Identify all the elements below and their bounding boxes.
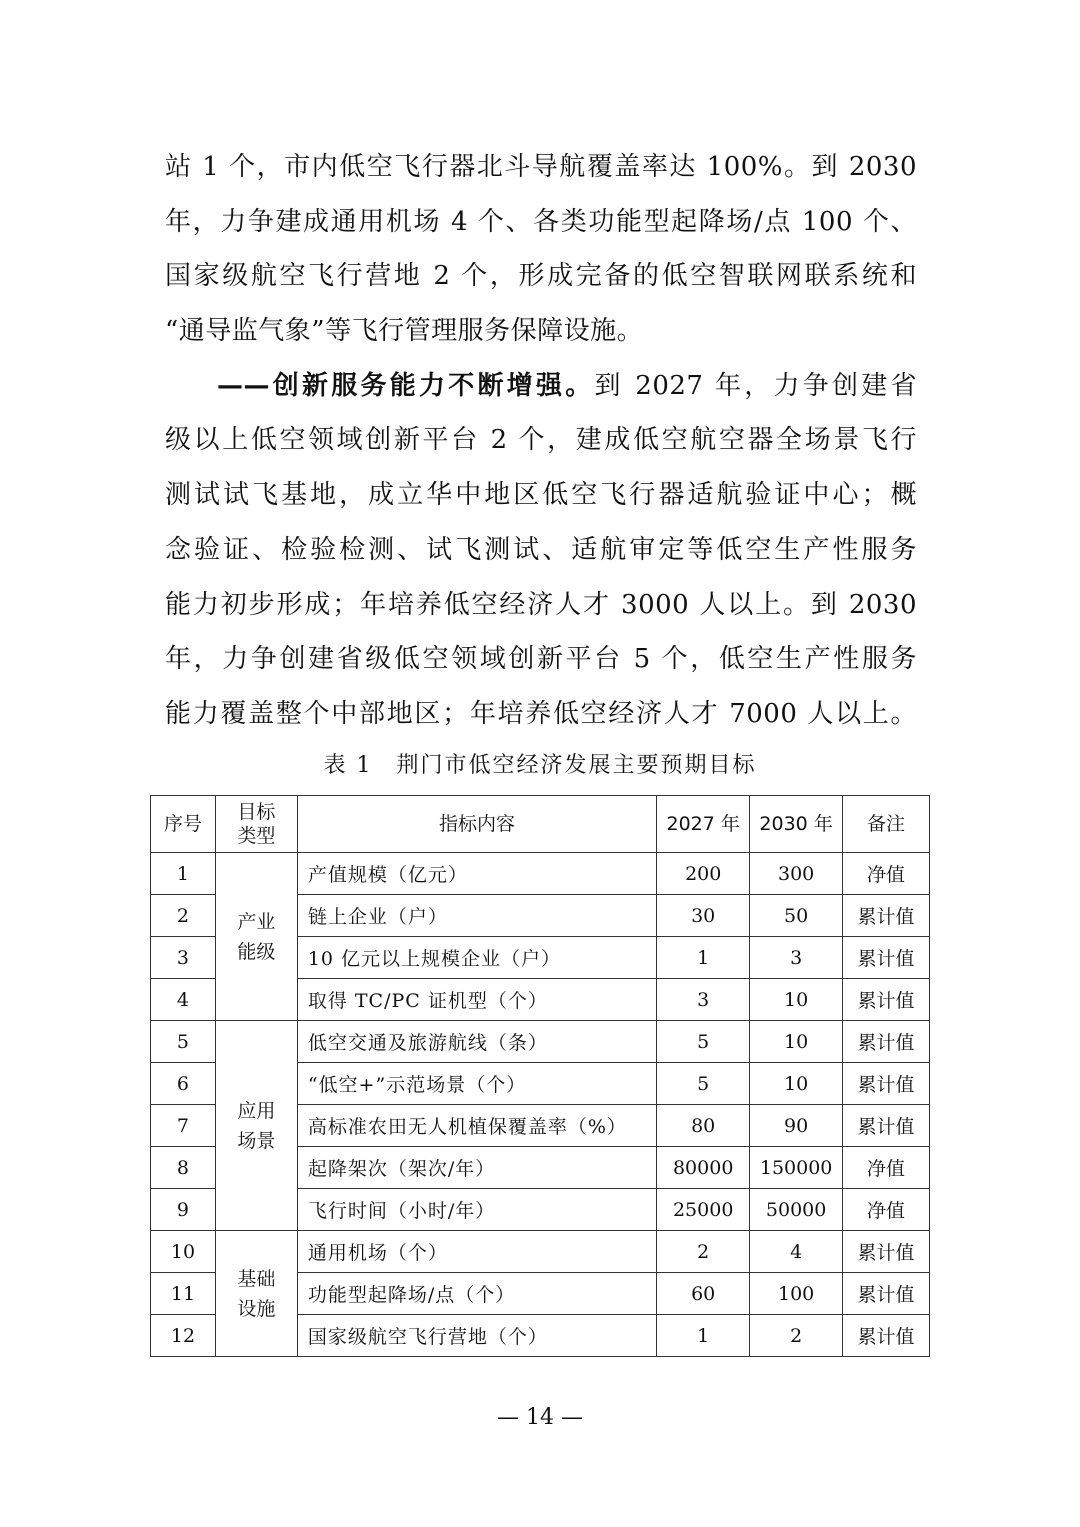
row-number-cell: 9 bbox=[151, 1189, 216, 1231]
value-2030-cell: 90 bbox=[750, 1105, 843, 1147]
row-number-cell: 3 bbox=[151, 937, 216, 979]
page-number: — 14 — bbox=[497, 1405, 583, 1430]
value-2030-cell: 4 bbox=[750, 1231, 843, 1273]
target-type-cell: 基础设施 bbox=[215, 1231, 297, 1357]
indicator-cell: 国家级航空飞行营地（个） bbox=[297, 1315, 656, 1357]
value-2027-cell: 80 bbox=[657, 1105, 750, 1147]
value-2027-cell: 1 bbox=[657, 1315, 750, 1357]
row-number-cell: 5 bbox=[151, 1021, 216, 1063]
table-row bbox=[151, 1021, 930, 1063]
text-line: 测试试飞基地，成立华中地区低空飞行器适航验证中心；概 bbox=[165, 480, 917, 511]
row-number-cell: 4 bbox=[151, 979, 216, 1021]
targets-table bbox=[150, 795, 930, 1357]
text-line: 级以上低空领域创新平台 2 个，建成低空航空器全场景飞行 bbox=[165, 425, 917, 456]
value-2027-cell: 80000 bbox=[657, 1147, 750, 1189]
row-number-cell: 12 bbox=[151, 1315, 216, 1357]
note-cell: 净值 bbox=[843, 853, 930, 895]
indicator-cell: 功能型起降场/点（个） bbox=[297, 1273, 656, 1315]
indicator-cell: 飞行时间（小时/年） bbox=[297, 1189, 656, 1231]
text-line: 念验证、检验检测、试飞测试、适航审定等低空生产性服务 bbox=[165, 534, 917, 565]
table-row bbox=[151, 1231, 930, 1273]
note-cell: 累计值 bbox=[843, 1231, 930, 1273]
value-2027-cell: 2 bbox=[657, 1231, 750, 1273]
note-cell: 累计值 bbox=[843, 1315, 930, 1357]
note-cell: 累计值 bbox=[843, 1273, 930, 1315]
text: 到 2027 年，力争创建省 bbox=[594, 370, 917, 401]
value-2027-cell: 60 bbox=[657, 1273, 750, 1315]
indicator-cell: “低空+”示范场景（个） bbox=[297, 1063, 656, 1105]
note-cell: 累计值 bbox=[843, 1063, 930, 1105]
target-type-cell: 应用场景 bbox=[215, 1021, 297, 1231]
text-line: 站 1 个，市内低空飞行器北斗导航覆盖率达 100%。到 2030 bbox=[165, 152, 917, 182]
value-2030-cell: 10 bbox=[750, 1063, 843, 1105]
column-header: 目标类型 bbox=[215, 796, 297, 853]
row-number-cell: 11 bbox=[151, 1273, 216, 1315]
body-text bbox=[165, 140, 917, 742]
value-2027-cell: 5 bbox=[657, 1063, 750, 1105]
value-2030-cell: 10 bbox=[750, 979, 843, 1021]
indicator-cell: 通用机场（个） bbox=[297, 1231, 656, 1273]
indicator-cell: 链上企业（户） bbox=[297, 895, 656, 937]
text-line: 年，力争建成通用机场 4 个、各类功能型起降场/点 100 个、 bbox=[165, 206, 917, 237]
text-line: “通导监气象”等飞行管理服务保障设施。 bbox=[165, 316, 644, 347]
indicator-cell: 产值规模（亿元） bbox=[297, 853, 656, 895]
row-number-cell: 2 bbox=[151, 895, 216, 937]
value-2030-cell: 150000 bbox=[750, 1147, 843, 1189]
indicator-cell: 高标准农田无人机植保覆盖率（%） bbox=[297, 1105, 656, 1147]
note-cell: 净值 bbox=[843, 1189, 930, 1231]
value-2027-cell: 30 bbox=[657, 895, 750, 937]
note-cell: 净值 bbox=[843, 1147, 930, 1189]
section-heading-line bbox=[165, 359, 917, 414]
column-header: 指标内容 bbox=[297, 796, 656, 853]
text-line: 年，力争创建省级低空领域创新平台 5 个，低空生产性服务 bbox=[165, 644, 917, 675]
value-2027-cell: 25000 bbox=[657, 1189, 750, 1231]
indicator-cell: 取得 TC/PC 证机型（个） bbox=[297, 979, 656, 1021]
value-2027-cell: 1 bbox=[657, 937, 750, 979]
column-header: 2030 年 bbox=[750, 796, 843, 853]
note-cell: 累计值 bbox=[843, 1105, 930, 1147]
indicator-cell: 低空交通及旅游航线（条） bbox=[297, 1021, 656, 1063]
row-number-cell: 8 bbox=[151, 1147, 216, 1189]
value-2030-cell: 50000 bbox=[750, 1189, 843, 1231]
value-2030-cell: 100 bbox=[750, 1273, 843, 1315]
value-2030-cell: 3 bbox=[750, 937, 843, 979]
text-line: 能力覆盖整个中部地区；年培养低空经济人才 7000 人以上。 bbox=[165, 698, 917, 729]
value-2030-cell: 2 bbox=[750, 1315, 843, 1357]
value-2030-cell: 300 bbox=[750, 853, 843, 895]
column-header: 备注 bbox=[843, 796, 930, 853]
value-2030-cell: 50 bbox=[750, 895, 843, 937]
row-number-cell: 6 bbox=[151, 1063, 216, 1105]
table-row bbox=[151, 853, 930, 895]
row-number-cell: 7 bbox=[151, 1105, 216, 1147]
note-cell: 累计值 bbox=[843, 1021, 930, 1063]
section-heading: ——创新服务能力不断增强。 bbox=[217, 370, 595, 401]
value-2027-cell: 200 bbox=[657, 853, 750, 895]
note-cell: 累计值 bbox=[843, 937, 930, 979]
indicator-cell: 10 亿元以上规模企业（户） bbox=[297, 937, 656, 979]
value-2027-cell: 3 bbox=[657, 979, 750, 1021]
table-caption: 表 1 荆门市低空经济发展主要预期目标 bbox=[323, 753, 757, 778]
note-cell: 累计值 bbox=[843, 895, 930, 937]
row-number-cell: 1 bbox=[151, 853, 216, 895]
value-2030-cell: 10 bbox=[750, 1021, 843, 1063]
column-header: 2027 年 bbox=[657, 796, 750, 853]
note-cell: 累计值 bbox=[843, 979, 930, 1021]
text-line: 能力初步形成；年培养低空经济人才 3000 人以上。到 2030 bbox=[165, 589, 917, 620]
value-2027-cell: 5 bbox=[657, 1021, 750, 1063]
column-header: 序号 bbox=[151, 796, 216, 853]
target-type-cell: 产业能级 bbox=[215, 853, 297, 1021]
text-line: 国家级航空飞行营地 2 个，形成完备的低空智联网联系统和 bbox=[165, 261, 917, 292]
row-number-cell: 10 bbox=[151, 1231, 216, 1273]
indicator-cell: 起降架次（架次/年） bbox=[297, 1147, 656, 1189]
